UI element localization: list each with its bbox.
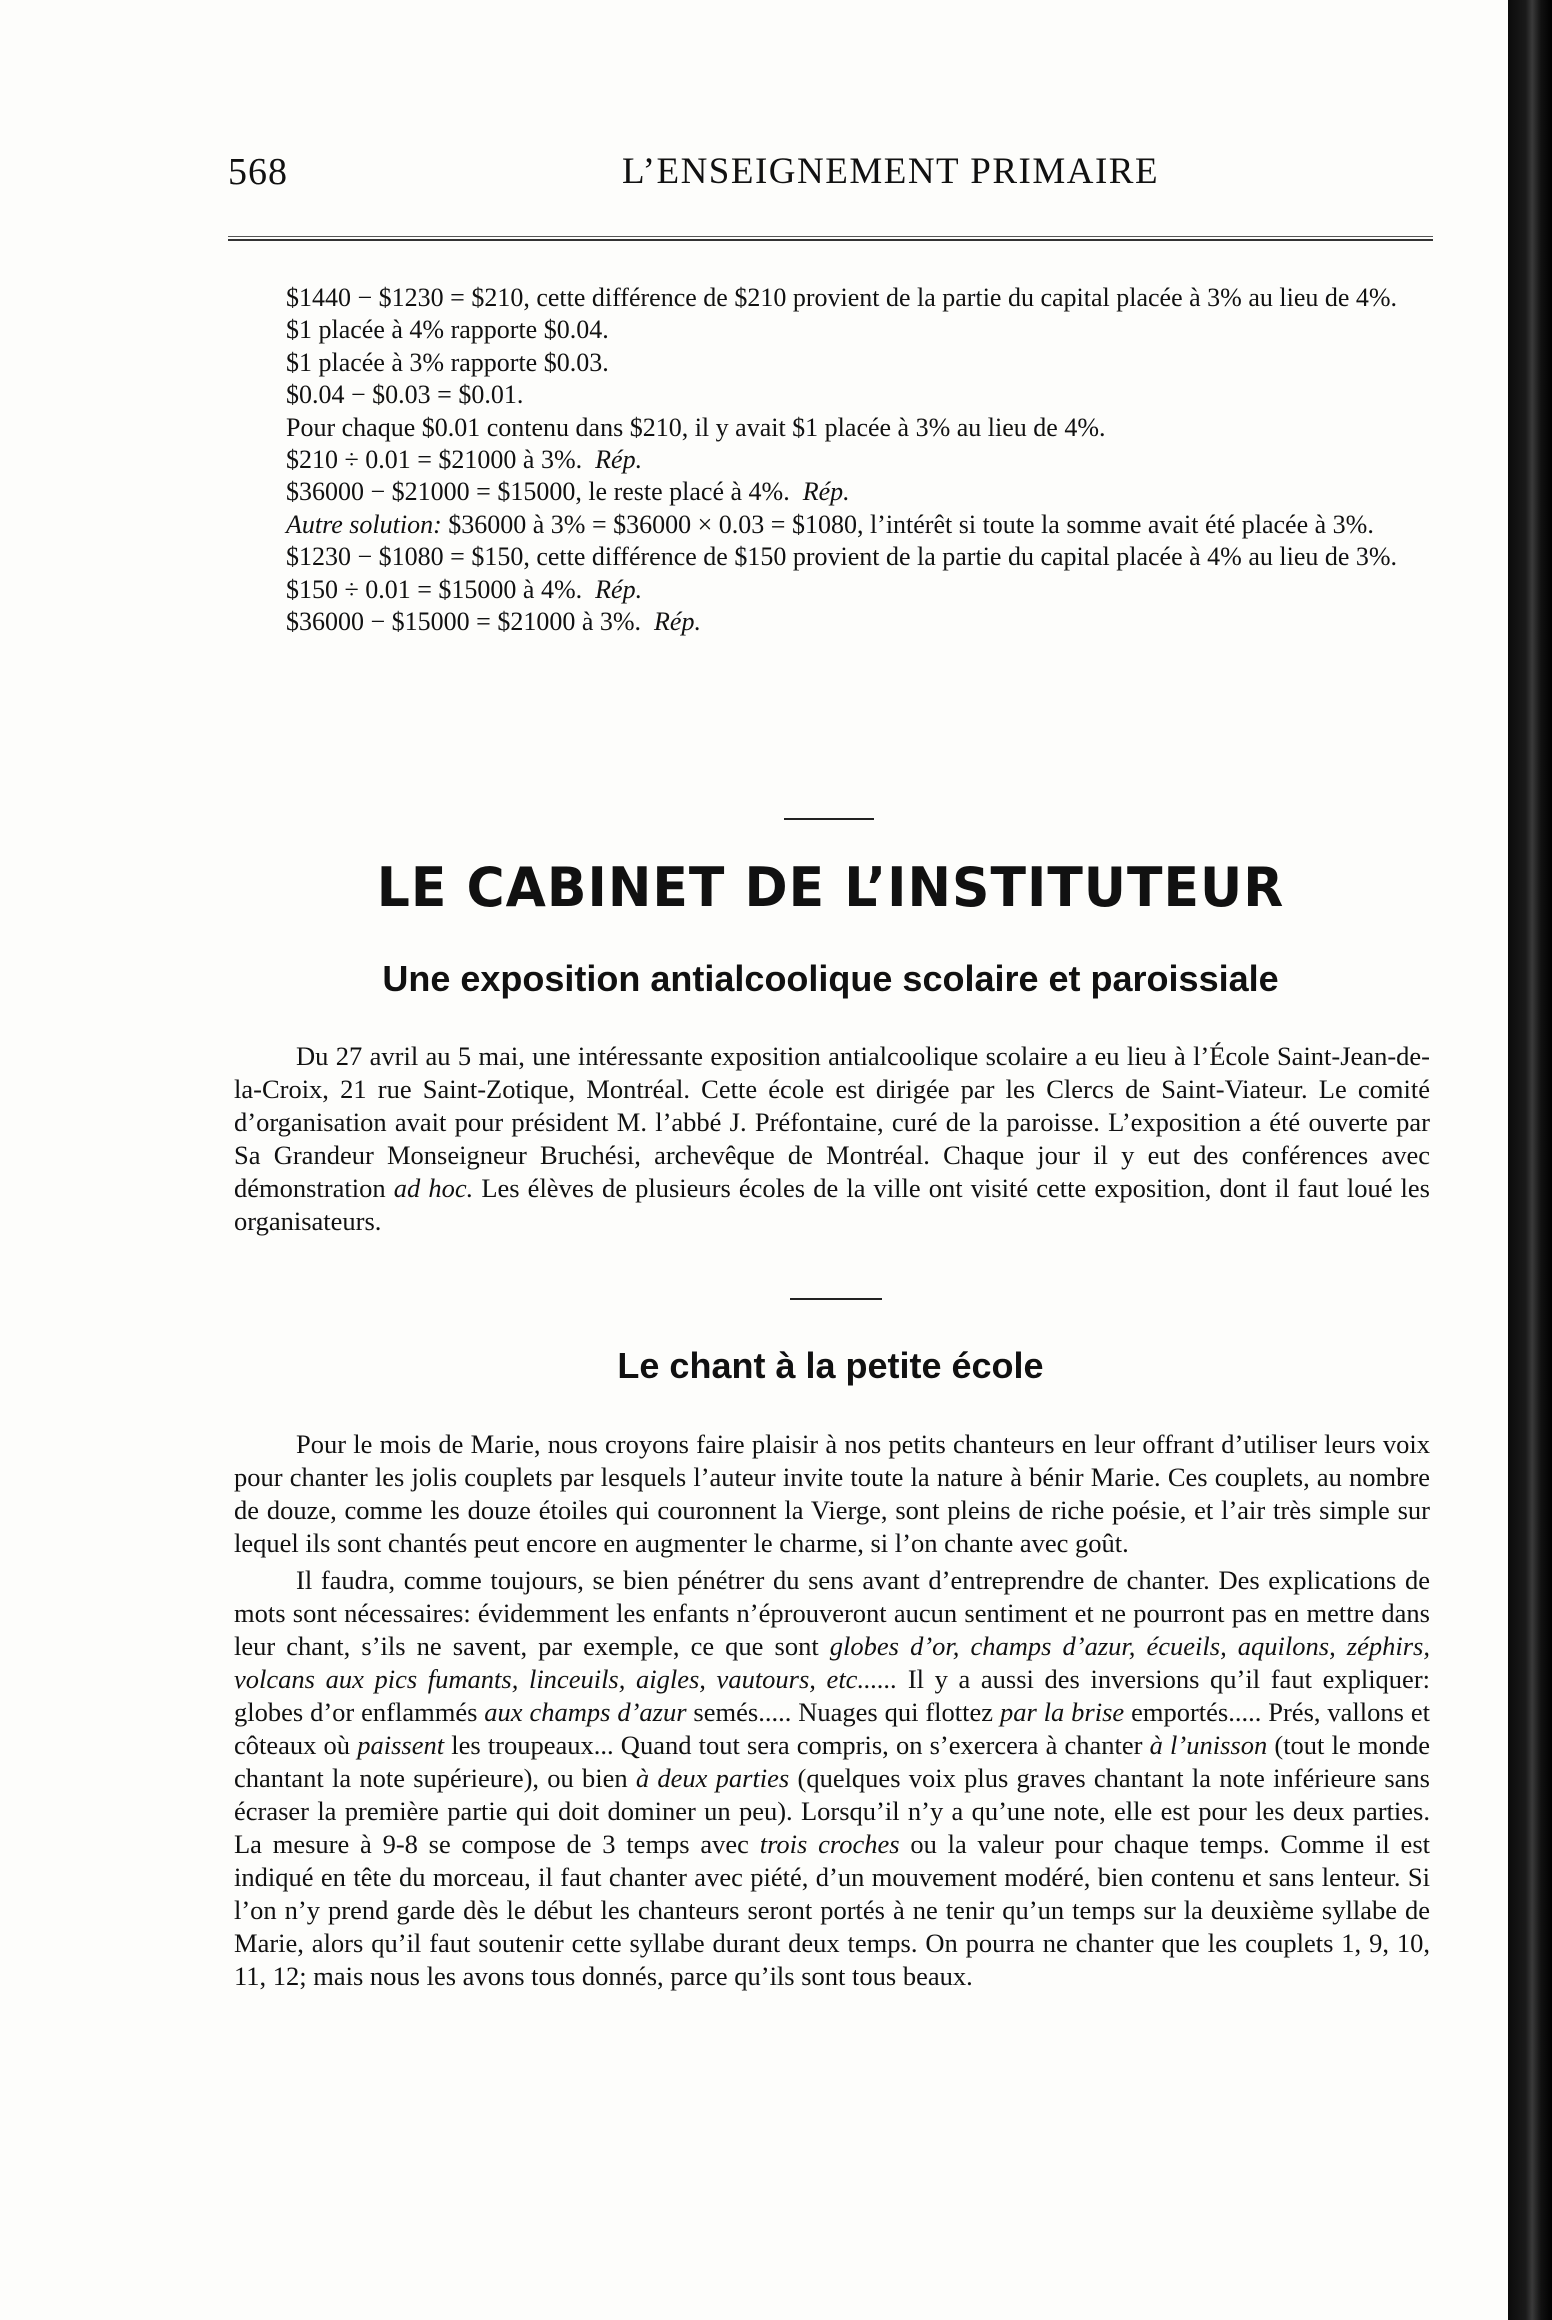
running-title: L’ENSEIGNEMENT PRIMAIRE [621,151,1160,192]
paragraph [234,1564,1430,1993]
paragraph-text: Les élèves de plusieurs écoles de la ville ont visité cette exposition, dont il faut loué les organisateurs. [234,1173,1430,1236]
math-line: $1 placée à 3% rapporte $0.03. [286,347,609,377]
paragraph-text: Il faudra, comme toujours, se bien pénétrer du sens avant d’entreprendre de chanter. Des explications de mots sont nécessaires: évidemment les enfants n’éprouveront aucun sentiment et ne pourront pas en mettre dans leur chant, s’ils ne savent, par exemple, ce que sont [234,1565,1430,1661]
paragraph [234,1040,1430,1238]
page-header [228,150,1433,200]
math-line: $1440 − $1230 = $210, cette différence de $210 provient de la partie du capital placée à 3% au lieu de 4%. [286,283,1398,312]
rep-label: Rép. [595,445,643,475]
math-line: $1230 − $1080 = $150, cette différence de $150 provient de la partie du capital placée à 4% au lieu de 3%. [286,542,1398,572]
italic-text: par la brise [999,1697,1125,1727]
italic-text: paissent [357,1730,445,1760]
section-divider [784,818,874,820]
math-text: $36000 − $15000 = $21000 à 3%. [286,607,642,637]
italic-text: trois croches [759,1829,900,1859]
italic-text: aux champs d’azur [484,1697,687,1727]
math-line: Pour chaque $0.01 contenu dans $210, il y avait $1 placée à 3% au lieu de 4%. [286,412,1106,442]
italic-text: ad hoc. [393,1173,474,1203]
paragraph-text: les troupeaux... Quand tout sera compris, on s’exercera à chanter [444,1730,1150,1760]
paragraph: Pour le mois de Marie, nous croyons faire plaisir à nos petits chanteurs en leur offrant d’utiliser leurs voix pour chanter les jolis couplets par lesquels l’auteur invite toute la nature à bénir Marie. Ces couplets, au nombre de douze, comme les douze étoiles qui couronnent la Vierge, sont pleins de riche poésie, et l’air très simple sur lequel ils sont chantés peut encore en augmenter le charme, si l’on chante avec goût. [234,1429,1430,1558]
paragraph-text: semés..... Nuages qui flottez [686,1697,1000,1727]
math-line [232,574,1432,606]
italic-text: globes d’or, champs d’azur, écueils, aquilons, zéphirs, volcans aux pics fumants, linceuils, aigles, vautours, etc...... [234,1631,1430,1694]
paragraph-text: (tout le monde chantant la note supérieure), ou bien [234,1730,1430,1793]
math-line: $0.04 − $0.03 = $0.01. [286,380,524,410]
paragraph-text: emportés..... Prés, vallons et côteaux où [234,1697,1430,1760]
paragraph-text: (quelques voix plus graves chantant la note inférieure sans écraser la première partie qui doit dominer un peu). Lorsqu’il n’y a qu’une note, elle est pour les deux parties. La mesure à 9-8 se compose de 3 temps avec [234,1763,1430,1859]
math-line: $1 placée à 4% rapporte $0.04. [286,315,609,345]
rep-label: Rép. [802,477,850,507]
math-line [232,476,1432,508]
paragraph-text: Du 27 avril au 5 mai, une intéressante exposition antialcoolique scolaire a eu lieu à l’École Saint-Jean-de-la-Croix, 21 rue Saint-Zotique, Montréal. Cette école est dirigée par les Clercs de Saint-Viateur. Le comité d’organisation avait pour président M. l’abbé J. Préfontaine, curé de la paroisse. L’exposition a été ouverte par Sa Grandeur Monseigneur Bruchési, archevêque de Montréal. Chaque jour il y eut des conférences avec démonstration [234,1041,1430,1203]
math-text: $36000 à 3% = $36000 × 0.03 = $1080, l’intérêt si toute la somme avait été placée à 3%. [441,509,1374,539]
article-body [234,1040,1430,1242]
rep-label: Rép. [654,607,701,637]
article-body [234,1428,1430,1997]
header-rule [228,236,1433,241]
page-edge [1508,0,1552,2320]
paragraph-text: Il y a aussi des inversions qu’il faut expliquer: globes d’or enflammés [234,1664,1431,1727]
math-line [232,444,1432,476]
rep-label: Rép. [595,574,643,604]
alt-solution-label: Autre solution: [286,509,442,539]
section-title: LE CABINET DE L’INSTITUTEUR [376,856,1285,920]
article-title: Une exposition antialcoolique scolaire et paroissiale [382,958,1279,999]
italic-text: à deux parties [635,1763,790,1793]
math-line [232,606,1432,638]
article-title: Le chant à la petite école [617,1345,1044,1386]
italic-text: à l’unisson [1149,1730,1268,1760]
arithmetic-solution [232,282,1432,638]
math-text: $36000 − $21000 = $15000, le reste placé à 4%. [286,477,790,507]
math-line [232,509,1432,541]
section-divider [790,1298,882,1300]
page-number: 568 [228,151,288,193]
math-text: $150 ÷ 0.01 = $15000 à 4%. [286,574,583,604]
math-text: $210 ÷ 0.01 = $21000 à 3%. [286,445,583,475]
paragraph-text: ou la valeur pour chaque temps. Comme il est indiqué en tête du morceau, il faut chanter avec piété, d’un mouvement modéré, bien contenu et sans lenteur. Si l’on n’y prend garde dès le début les chanteurs seront portés à ne tenir qu’un temps sur la deuxième syllabe de Marie, alors qu’il faut soutenir cette syllabe durant deux temps. On pourra ne chanter que les couplets 1, 9, 10, 11, 12; mais nous les avons tous donnés, parce qu’ils sont tous beaux. [234,1829,1430,1991]
